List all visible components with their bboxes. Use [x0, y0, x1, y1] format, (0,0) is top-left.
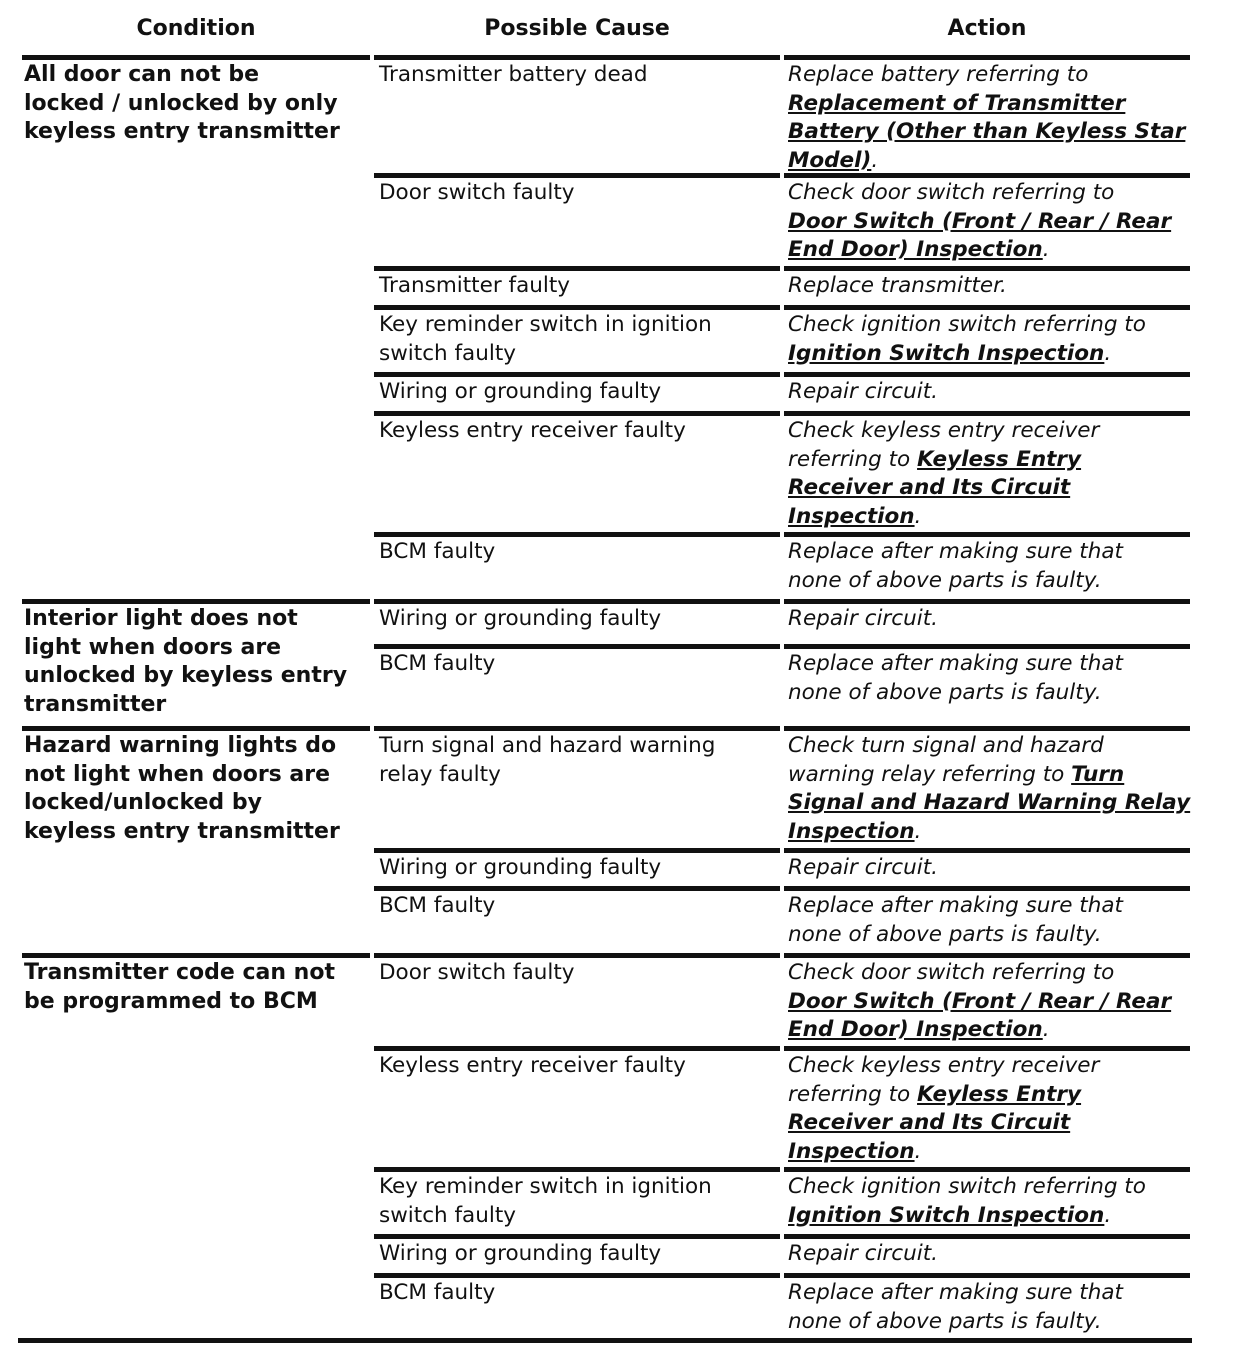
action-line	[788, 567, 1123, 596]
action-rule	[784, 55, 1190, 60]
cause-line: switch faulty	[379, 340, 516, 366]
action-rule	[784, 372, 1190, 377]
action-rule	[784, 266, 1190, 271]
condition-line: keyless entry transmitter	[24, 818, 340, 844]
action-rule	[784, 599, 1190, 604]
action-text: .	[914, 503, 922, 529]
reference-link[interactable]: Keyless Entry	[917, 446, 1082, 472]
cause-rule	[374, 848, 780, 853]
action-line	[788, 1109, 1099, 1138]
action-line	[788, 1016, 1171, 1045]
action-text: Check ignition switch referring to	[788, 1174, 1146, 1199]
action-cell	[788, 1240, 938, 1269]
cause-rule	[374, 1167, 780, 1172]
cause-cell	[379, 605, 661, 634]
action-line	[788, 503, 1099, 532]
cause-line: Wiring or grounding faulty	[379, 855, 662, 880]
reference-link[interactable]: Inspection	[788, 503, 915, 529]
action-cell	[788, 179, 1171, 265]
cause-line: BCM faulty	[379, 651, 496, 676]
action-line	[788, 921, 1123, 950]
condition-line: be programmed to BCM	[24, 988, 318, 1014]
action-line	[788, 340, 1146, 369]
cause-line: Turn signal and hazard warning	[379, 733, 716, 758]
action-text: Replace transmitter.	[788, 273, 1007, 298]
action-text: .	[871, 147, 879, 173]
cause-cell	[379, 311, 712, 368]
condition-cell	[24, 732, 340, 846]
cause-cell	[379, 1240, 661, 1269]
cause-rule	[374, 372, 780, 377]
action-cell	[788, 892, 1123, 949]
action-rule	[784, 848, 1190, 853]
reference-link[interactable]: Door Switch (Front / Rear / Rear	[788, 208, 1172, 234]
action-cell	[788, 854, 938, 883]
action-cell	[788, 650, 1123, 707]
action-text: Repair circuit.	[788, 606, 938, 631]
action-line	[788, 1173, 1146, 1202]
action-text: none of above parts is faulty.	[788, 921, 1102, 947]
action-text: .	[1104, 340, 1112, 366]
action-text: .	[1042, 237, 1050, 262]
condition-line: light when doors are	[24, 634, 282, 660]
action-text: Repair circuit.	[788, 855, 938, 880]
action-line	[788, 179, 1171, 208]
action-cell	[788, 417, 1099, 531]
action-text: warning relay referring to	[788, 761, 1072, 787]
action-line	[788, 650, 1123, 679]
action-text: .	[914, 818, 922, 844]
reference-link[interactable]: Ignition Switch Inspection	[788, 1202, 1105, 1228]
cause-line: Transmitter faulty	[379, 273, 570, 298]
action-line	[788, 761, 1190, 790]
action-cell	[788, 538, 1123, 595]
cause-cell	[379, 1052, 686, 1081]
cause-line: BCM faulty	[379, 539, 496, 564]
action-rule	[784, 726, 1190, 731]
action-line	[788, 605, 938, 634]
condition-rule	[22, 726, 370, 731]
cause-rule	[374, 953, 780, 958]
action-line	[788, 1202, 1146, 1231]
cause-line: Key reminder switch in ignition	[379, 312, 712, 337]
action-line	[788, 1081, 1099, 1110]
cause-line: Wiring or grounding faulty	[379, 606, 662, 631]
action-line	[788, 892, 1123, 921]
action-cell	[788, 378, 938, 407]
action-rule	[784, 1234, 1190, 1239]
cause-line: Keyless entry receiver faulty	[379, 1053, 686, 1078]
cause-cell	[379, 650, 495, 679]
cause-line: Keyless entry receiver faulty	[379, 418, 686, 443]
cause-cell	[379, 61, 648, 90]
action-text: none of above parts is faulty.	[788, 1308, 1102, 1334]
cause-rule	[374, 532, 780, 537]
reference-link[interactable]: Inspection	[788, 818, 915, 844]
action-line	[788, 272, 1007, 301]
cause-line: Transmitter battery dead	[379, 62, 648, 87]
action-line	[788, 1279, 1123, 1308]
action-text: Replace after making sure that	[788, 539, 1123, 564]
action-rule	[784, 953, 1190, 958]
action-rule	[784, 173, 1190, 178]
cause-line: switch faulty	[379, 1202, 516, 1228]
cause-line: Wiring or grounding faulty	[379, 1241, 662, 1266]
reference-link[interactable]: Receiver and Its Circuit	[788, 475, 1071, 500]
cause-rule	[374, 1273, 780, 1278]
action-text: Repair circuit.	[788, 379, 938, 404]
cause-rule	[374, 266, 780, 271]
cause-rule	[374, 1234, 780, 1239]
cause-rule	[374, 411, 780, 416]
cause-rule	[374, 173, 780, 178]
action-line	[788, 147, 1185, 176]
action-line	[788, 311, 1146, 340]
action-line	[788, 236, 1171, 265]
action-rule	[784, 305, 1190, 310]
action-text: referring to	[788, 1081, 918, 1107]
action-text: Check door switch referring to	[788, 180, 1115, 205]
action-line	[788, 988, 1171, 1017]
action-text: referring to	[788, 446, 918, 472]
cause-cell	[379, 892, 495, 921]
header-action: Action	[947, 16, 1027, 41]
action-line	[788, 818, 1190, 847]
condition-rule	[22, 599, 370, 604]
table-bottom-rule	[18, 1338, 1192, 1343]
action-cell	[788, 272, 1007, 301]
condition-line: keyless entry transmitter	[24, 119, 340, 144]
cause-line: BCM faulty	[379, 1280, 496, 1305]
reference-link[interactable]: Replacement of Transmitter	[788, 90, 1126, 116]
action-rule	[784, 886, 1190, 891]
action-cell	[788, 959, 1171, 1045]
action-line	[788, 474, 1099, 503]
cause-line: Wiring or grounding faulty	[379, 379, 662, 404]
action-cell	[788, 61, 1185, 175]
condition-line: transmitter	[24, 691, 167, 717]
action-text: Replace battery referring to	[788, 62, 1089, 87]
condition-line: Transmitter code can not	[24, 960, 335, 985]
condition-line: unlocked by keyless entry	[24, 663, 348, 688]
condition-rule	[22, 953, 370, 958]
action-text: Check keyless entry receiver	[788, 1053, 1100, 1078]
action-line	[788, 789, 1190, 818]
cause-rule	[374, 726, 780, 731]
reference-link[interactable]: End Door) Inspection	[788, 1017, 1043, 1042]
reference-link[interactable]: Door Switch (Front / Rear / Rear	[788, 988, 1172, 1014]
cause-cell	[379, 538, 495, 567]
action-line	[788, 61, 1185, 90]
action-text: Check keyless entry receiver	[788, 418, 1100, 443]
condition-line: All door can not be	[24, 62, 260, 87]
action-rule	[784, 1273, 1190, 1278]
action-cell	[788, 1052, 1099, 1166]
action-line	[788, 446, 1099, 475]
action-text: Replace after making sure that	[788, 893, 1123, 918]
cause-cell	[379, 732, 715, 789]
cause-line: Door switch faulty	[379, 180, 575, 205]
action-text: none of above parts is faulty.	[788, 679, 1102, 705]
action-text: Replace after making sure that	[788, 1280, 1123, 1305]
cause-cell	[379, 1173, 712, 1230]
condition-cell	[24, 61, 340, 147]
action-rule	[784, 1046, 1190, 1051]
reference-link[interactable]: Model)	[788, 147, 872, 173]
cause-rule	[374, 1046, 780, 1051]
action-cell	[788, 1279, 1123, 1336]
reference-link[interactable]: Inspection	[788, 1138, 915, 1164]
header-condition: Condition	[136, 16, 256, 41]
action-line	[788, 732, 1190, 761]
action-text: .	[1104, 1202, 1112, 1228]
action-line	[788, 959, 1171, 988]
condition-line: Interior light does not	[24, 606, 298, 631]
cause-cell	[379, 378, 661, 407]
cause-rule	[374, 55, 780, 60]
condition-rule	[22, 55, 370, 60]
reference-link[interactable]: Battery (Other than Keyless Star	[788, 119, 1186, 144]
cause-cell	[379, 417, 686, 446]
reference-link[interactable]: Turn	[1071, 761, 1125, 787]
reference-link[interactable]: Receiver and Its Circuit	[788, 1110, 1071, 1135]
cause-cell	[379, 272, 570, 301]
action-rule	[784, 411, 1190, 416]
cause-rule	[374, 886, 780, 891]
cause-line: relay faulty	[379, 761, 501, 787]
action-cell	[788, 1173, 1146, 1230]
action-text: Check turn signal and hazard	[788, 733, 1104, 758]
action-line	[788, 679, 1123, 708]
reference-link[interactable]: Signal and Hazard Warning Relay	[788, 790, 1191, 815]
action-text: Repair circuit.	[788, 1241, 938, 1266]
action-text: Check door switch referring to	[788, 960, 1115, 985]
action-line	[788, 90, 1185, 119]
cause-cell	[379, 179, 575, 208]
cause-line: BCM faulty	[379, 893, 496, 918]
action-line	[788, 1308, 1123, 1337]
action-cell	[788, 311, 1146, 368]
cause-line: Door switch faulty	[379, 960, 575, 985]
cause-line: Key reminder switch in ignition	[379, 1174, 712, 1199]
cause-rule	[374, 599, 780, 604]
action-line	[788, 118, 1185, 147]
action-line	[788, 378, 938, 407]
action-cell	[788, 605, 938, 634]
condition-line: locked/unlocked by	[24, 790, 262, 815]
cause-cell	[379, 854, 661, 883]
action-line	[788, 417, 1099, 446]
condition-line: not light when doors are	[24, 761, 331, 787]
action-cell	[788, 732, 1190, 846]
action-rule	[784, 532, 1190, 537]
action-rule	[784, 644, 1190, 649]
action-line	[788, 1052, 1099, 1081]
action-line	[788, 208, 1171, 237]
header-possible-cause: Possible Cause	[484, 16, 670, 41]
condition-line: Hazard warning lights do	[24, 733, 337, 758]
action-text: Check ignition switch referring to	[788, 312, 1146, 337]
reference-link[interactable]: End Door) Inspection	[788, 237, 1043, 262]
action-rule	[784, 1167, 1190, 1172]
cause-rule	[374, 644, 780, 649]
reference-link[interactable]: Ignition Switch Inspection	[788, 340, 1105, 366]
condition-cell	[24, 959, 335, 1016]
cause-rule	[374, 305, 780, 310]
cause-cell	[379, 1279, 495, 1308]
action-line	[788, 538, 1123, 567]
condition-cell	[24, 605, 347, 719]
action-line	[788, 854, 938, 883]
action-text: Replace after making sure that	[788, 651, 1123, 676]
action-line	[788, 1240, 938, 1269]
condition-line: locked / unlocked by only	[24, 90, 338, 116]
cause-cell	[379, 959, 575, 988]
action-line	[788, 1138, 1099, 1167]
action-text: none of above parts is faulty.	[788, 567, 1102, 593]
action-text: .	[1042, 1017, 1050, 1042]
action-text: .	[914, 1138, 922, 1164]
reference-link[interactable]: Keyless Entry	[917, 1081, 1082, 1107]
